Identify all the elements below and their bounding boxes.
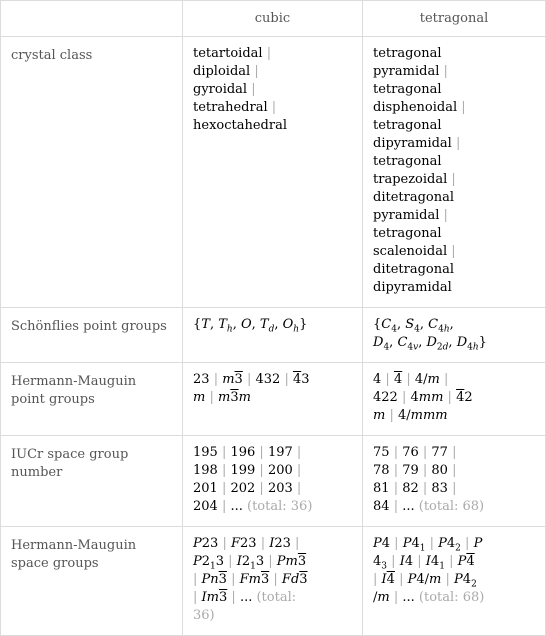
schoenflies-cubic: {T, $T_h$, O, $T_d$, $O_h$}: [183, 308, 363, 363]
header-row: [1, 1, 546, 37]
row-crystal-class: [1, 37, 546, 308]
row-label: crystal class: [1, 37, 183, 308]
value: tetartoidal: [193, 46, 263, 61]
header-cubic: cubic: [183, 1, 363, 37]
header-tetragonal: tetragonal: [363, 1, 546, 37]
value: tetrahedral: [193, 100, 268, 115]
value: gyroidal: [193, 82, 248, 97]
row-hm-space-groups: [1, 527, 546, 636]
hm-space-cubic: P23 | F23 | I23 | $P2_13$ | $I2_13$ | Pm3 | Pn3 | Fm3 | Fd3 | Im3 | ... (total: 36): [183, 527, 363, 636]
total-count: (total: 68): [418, 590, 485, 605]
row-label: Hermann-Mauguin point groups: [1, 363, 183, 436]
iucr-cubic: 195 | 196 | 197 | 198 | 199 | 200 | 201 | 202 | 203 | 204 | ... (total: 36): [183, 436, 363, 527]
value: hexoctahedral: [193, 118, 287, 133]
row-hm-point-groups: [1, 363, 546, 436]
crystal-class-tetragonal: tetragonal pyramidal | tetragonal disphenoidal | tetragonal dipyramidal | tetragonal trapezoidal | ditetragonal pyramidal | tetragonal scalenoidal | ditetragonal dipyramidal: [363, 37, 546, 308]
crystal-class-cubic: tetartoidal | diploidal | gyroidal | tetrahedral | hexoctahedral: [183, 37, 363, 308]
row-label: IUCr space group number: [1, 436, 183, 527]
hm-point-tetragonal: 4 | 4 | 4/m | 422 | 4mm | 42 m | 4/mmm: [363, 363, 546, 436]
row-schoenflies: [1, 308, 546, 363]
iucr-tetragonal: 75 | 76 | 77 | 78 | 79 | 80 | 81 | 82 | 83 | 84 | ... (total: 68): [363, 436, 546, 527]
total-count: (total: 36): [247, 499, 313, 514]
header-empty: [1, 1, 183, 37]
schoenflies-tetragonal: {$C_4$, $S_4$, $C_{4h}$, $D_4$, $C_{4v}$, $D_{2d}$, $D_{4h}$}: [363, 308, 546, 363]
hm-point-cubic: 23 | m3 | 432 | 43 m | m3m: [183, 363, 363, 436]
value: diploidal: [193, 64, 251, 79]
row-iucr-number: [1, 436, 546, 527]
hm-space-tetragonal: P4 | $P4_1$ | $P4_2$ | P $4_3$ | I4 | $I4_1$ | P4 | I4 | P4/m | $P4_2$ /m | ... (total: 68): [363, 527, 546, 636]
total-count: (total: 68): [418, 499, 485, 514]
row-label: Schönflies point groups: [1, 308, 183, 363]
row-label: Hermann-Mauguin space groups: [1, 527, 183, 636]
